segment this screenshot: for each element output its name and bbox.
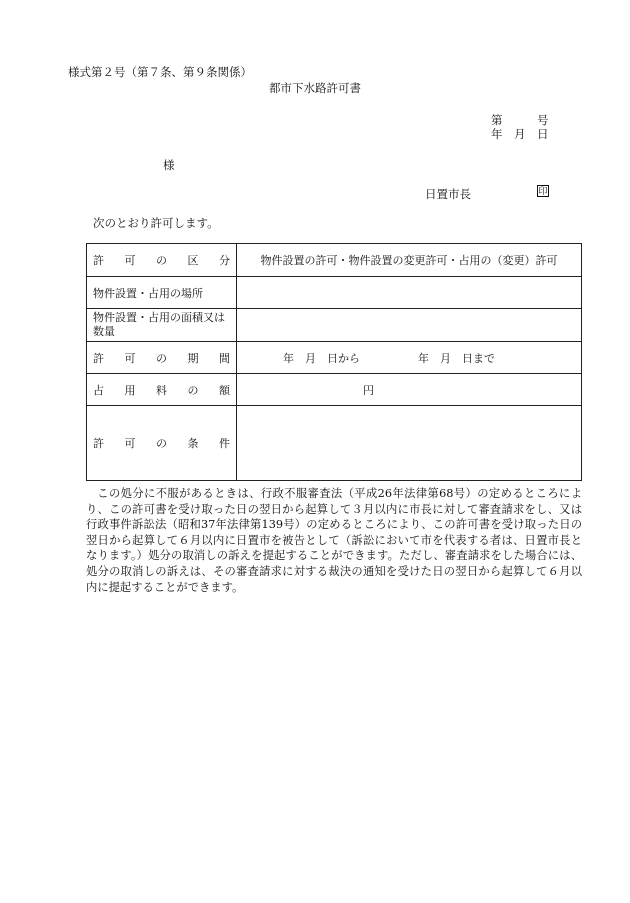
table-row-fee bbox=[87, 374, 582, 406]
table-row-period bbox=[87, 342, 582, 374]
table-row-area bbox=[87, 309, 582, 342]
row-value-permit-type: 物件設置の許可・物件設置の変更許可・占用の（変更）許可 bbox=[237, 244, 582, 277]
permit-table bbox=[86, 243, 582, 481]
intro-text: 次のとおり許可します。 bbox=[93, 216, 219, 230]
appeal-notice: この処分に不服があるときは、行政不服審査法（平成26年法律第68号）の定めるところにより、この許可書を受け取った日の翌日から起算して３月以内に市長に対して審査請求をし、又は行政事件訴訟法（昭和37年法律第139号）の定めるところにより、この許可書を受け取った日の翌日から起算して６月以内に日置市を被告として（訴訟において市を代表する者は、日置市長となります。）処分の取消しの訴えを提起することができます。ただし、審査請求をした場合には、処分の取消しの訴えは、その審査請求に対する裁決の通知を受けた日の翌日から起算して６月以内に提起することができます。 bbox=[86, 487, 582, 594]
label-char: の bbox=[156, 254, 167, 267]
form-number: 様式第２号（第７条、第９条関係） bbox=[68, 65, 252, 79]
period-from: 年 月 日から bbox=[283, 351, 360, 365]
table-row-location bbox=[87, 277, 582, 309]
row-value-fee bbox=[237, 374, 582, 406]
label-char: 間 bbox=[219, 351, 230, 365]
table-row-conditions bbox=[87, 406, 582, 481]
fee-unit: 円 bbox=[363, 383, 374, 397]
row-value-location bbox=[237, 277, 582, 309]
row-value-period bbox=[237, 342, 582, 374]
period-to: 年 月 日まで bbox=[418, 351, 495, 365]
label-char: 許 bbox=[93, 437, 104, 450]
label-char: 許 bbox=[93, 351, 104, 365]
document-number-line: 第 号 bbox=[491, 113, 549, 127]
row-label-location: 物件設置・占用の場所 bbox=[87, 277, 237, 309]
document-date-line: 年 月 日 bbox=[491, 127, 549, 141]
row-label-fee bbox=[87, 374, 237, 406]
seal-stamp: 印 bbox=[538, 187, 548, 197]
label-char: の bbox=[187, 383, 199, 397]
label-char: 可 bbox=[124, 437, 136, 450]
label-char: 額 bbox=[219, 383, 230, 397]
row-label-conditions bbox=[87, 406, 237, 481]
label-char: 条 bbox=[187, 437, 199, 450]
row-label-area: 物件設置・占用の面積又は数量 bbox=[87, 309, 237, 342]
label-char: 料 bbox=[156, 383, 167, 397]
row-label-permit-type bbox=[87, 244, 237, 277]
label-char: 用 bbox=[124, 383, 136, 397]
row-value-area bbox=[237, 309, 582, 342]
label-char: 件 bbox=[219, 437, 230, 450]
addressee: 様 bbox=[163, 158, 175, 172]
issuer-name: 日置市長 bbox=[425, 187, 471, 201]
document-title: 都市下水路許可書 bbox=[269, 81, 361, 95]
label-char: 分 bbox=[219, 254, 230, 267]
label-char: 区 bbox=[187, 254, 199, 267]
table-row-permit-type bbox=[87, 244, 582, 277]
label-char: の bbox=[156, 351, 167, 365]
label-char: 許 bbox=[93, 254, 104, 267]
label-char: 可 bbox=[124, 254, 136, 267]
label-char: 占 bbox=[93, 383, 104, 397]
row-label-period bbox=[87, 342, 237, 374]
label-char: の bbox=[156, 437, 167, 450]
row-value-conditions bbox=[237, 406, 582, 481]
label-char: 可 bbox=[124, 351, 136, 365]
label-char: 期 bbox=[187, 351, 199, 365]
